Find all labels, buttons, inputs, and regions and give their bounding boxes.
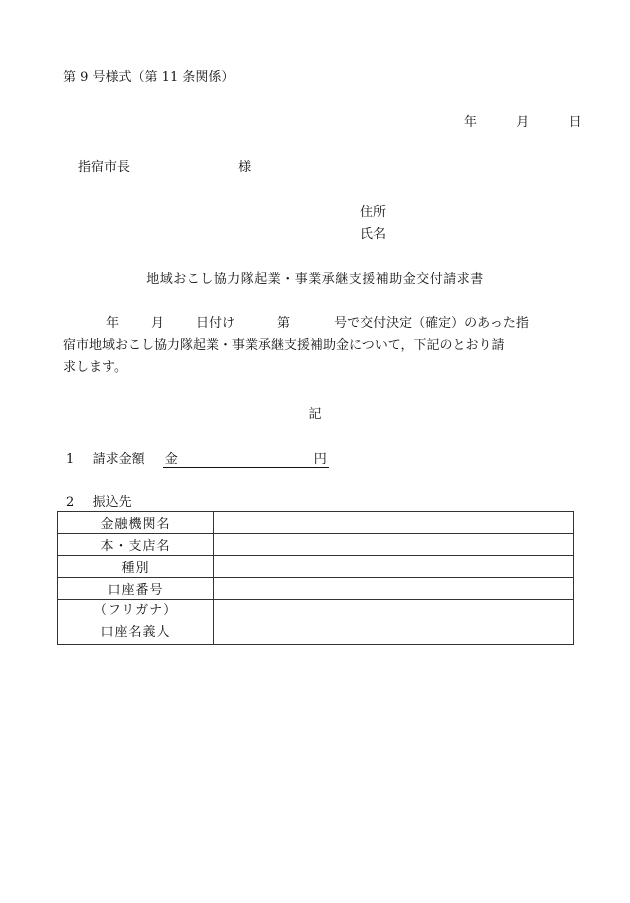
addressee-honorific: 様 [238, 160, 252, 175]
date-day: 日 [568, 115, 582, 130]
branch-label: 本・支店名 [58, 534, 214, 556]
addressee-name: 指宿市長 [78, 160, 131, 175]
item1-label: 請求金額 [92, 452, 145, 467]
body-go: 号で交付決定（確定）のあった指 [334, 316, 529, 331]
body-day: 日付け [196, 316, 236, 331]
date-month: 月 [516, 115, 530, 130]
item2-number: 2 [66, 495, 75, 510]
branch-field[interactable] [214, 534, 574, 556]
bank-table [57, 511, 574, 645]
holder-label: 口座名義人 [100, 625, 171, 640]
account-holder-field[interactable] [214, 600, 574, 645]
body-line-3: 求します。 [63, 360, 127, 375]
amount-field[interactable] [163, 448, 329, 468]
bank-name-field[interactable] [214, 512, 574, 534]
amount-yen: 円 [313, 452, 327, 467]
transfer-heading [66, 491, 132, 510]
table-row [58, 600, 574, 645]
date-line [464, 111, 582, 130]
table-row [58, 578, 574, 600]
body-line-1 [63, 313, 575, 335]
item2-label: 振込先 [92, 495, 132, 510]
date-year: 年 [464, 115, 478, 130]
address-label: 住所 [360, 205, 387, 220]
account-number-field[interactable] [214, 578, 574, 600]
request-amount [66, 448, 329, 468]
bank-name-label: 金融機関名 [58, 512, 214, 534]
table-row [58, 556, 574, 578]
account-holder-label [58, 600, 214, 645]
table-row [58, 534, 574, 556]
body-paragraph [63, 313, 575, 379]
body-month: 月 [151, 316, 165, 331]
form-number: 第 9 号様式（第 11 条関係） [63, 70, 235, 85]
ki-heading: 記 [308, 407, 322, 422]
document-title: 地域おこし協力隊起業・事業承継支援補助金交付請求書 [146, 272, 484, 287]
account-type-field[interactable] [214, 556, 574, 578]
table-row [58, 512, 574, 534]
account-type-label: 種別 [58, 556, 214, 578]
body-dai: 第 [277, 316, 291, 331]
name-label: 氏名 [360, 227, 387, 242]
amount-kin: 金 [164, 452, 178, 467]
account-number-label: 口座番号 [58, 578, 214, 600]
addressee [78, 156, 251, 175]
body-line-2: 宿市地域おこし協力隊起業・事業承継支援補助金について，下記のとおり請 [63, 338, 505, 353]
body-year: 年 [106, 316, 120, 331]
item1-number: 1 [66, 452, 75, 467]
furigana-label: （フリガナ） [93, 603, 178, 618]
